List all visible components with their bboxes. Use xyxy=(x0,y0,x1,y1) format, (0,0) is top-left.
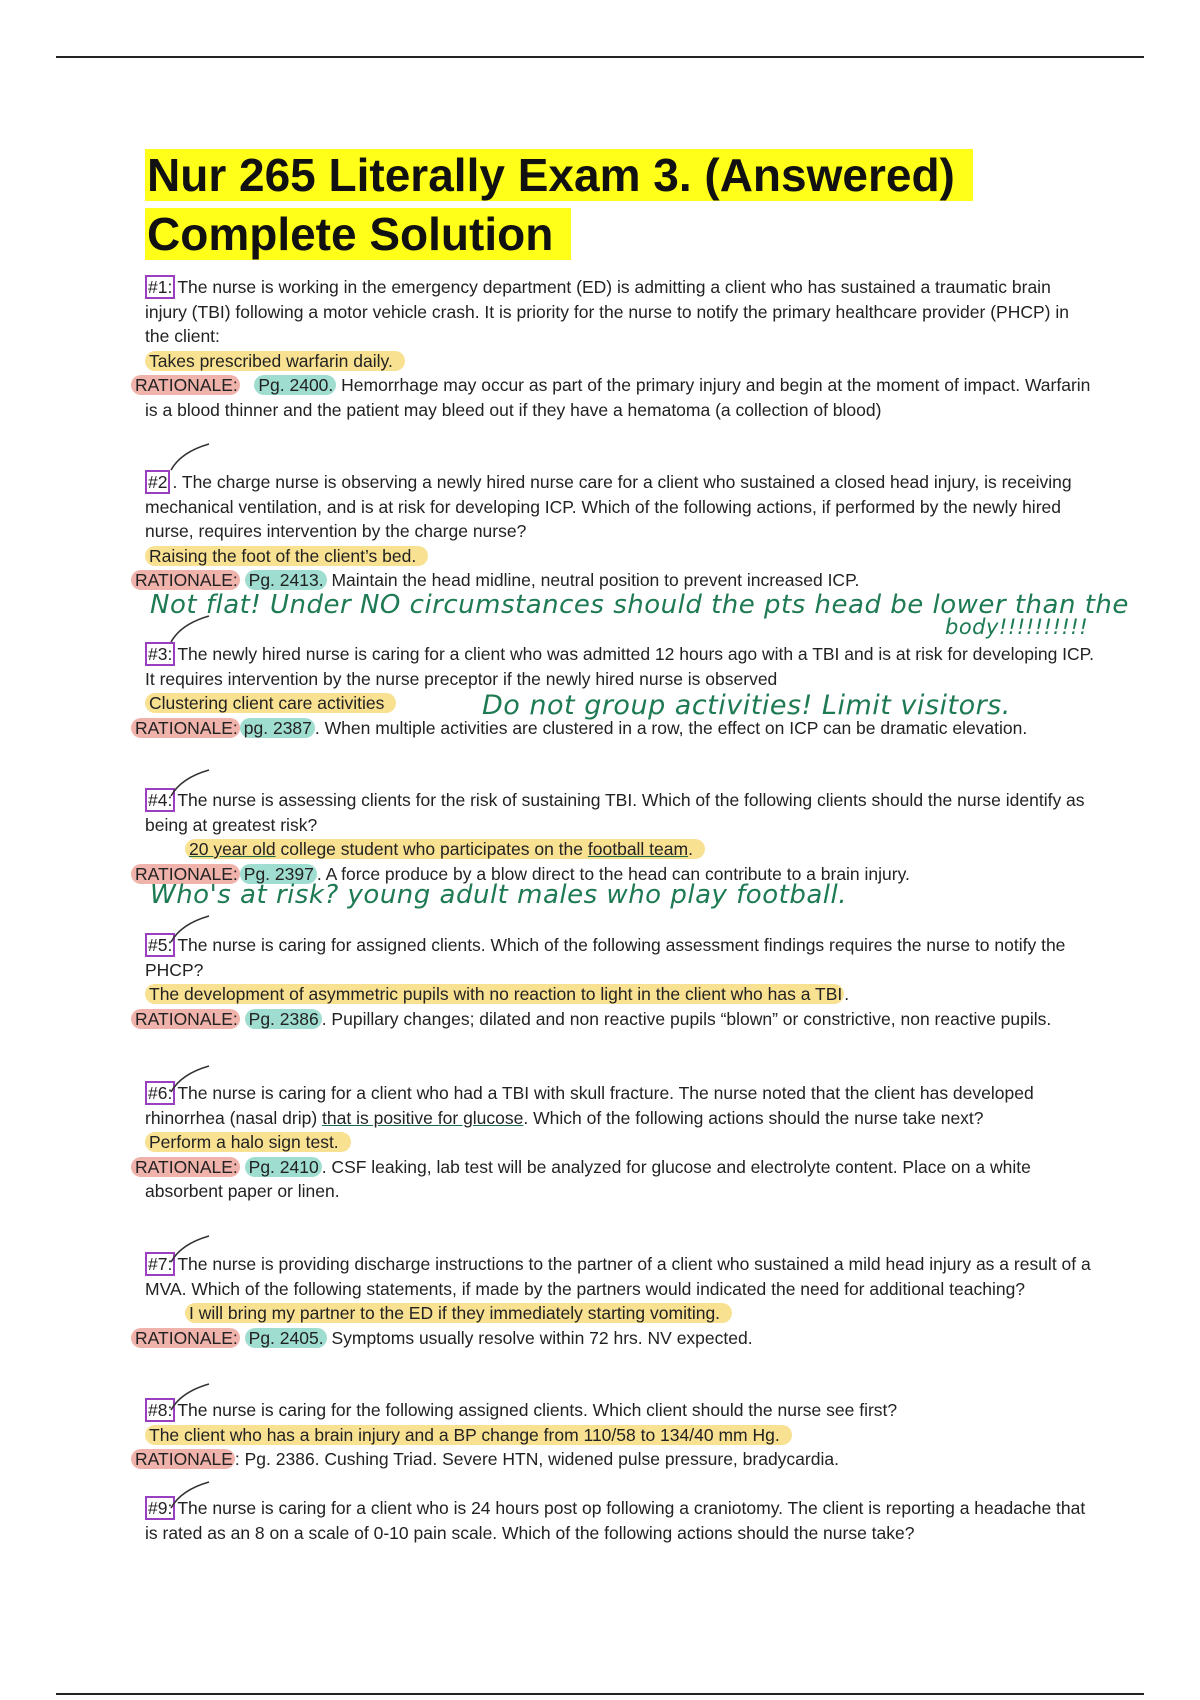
answer-underlined: 20 year old xyxy=(189,839,276,859)
answer-text: . xyxy=(688,839,693,859)
question-7 xyxy=(135,1252,1095,1350)
question-2 xyxy=(135,470,1095,593)
question-stem xyxy=(145,1496,1095,1545)
question-number: #5: xyxy=(145,933,175,957)
question-4 xyxy=(135,788,1095,886)
check-mark-icon xyxy=(167,912,213,948)
answer-highlight: Takes prescribed warfarin daily. xyxy=(145,351,405,371)
rationale-text: Maintain the head midline, neutral position to prevent increased ICP. xyxy=(331,570,860,590)
rationale-text: : Pg. 2386. Cushing Triad. Severe HTN, widened pulse pressure, bradycardia. xyxy=(234,1449,839,1469)
check-mark-icon xyxy=(167,1232,213,1268)
check-mark-icon xyxy=(167,1062,213,1098)
question-text: The nurse is caring for assigned clients. Which of the following assessment findings requires the nurse to notify the PHCP? xyxy=(145,935,1066,980)
question-9 xyxy=(145,1496,1095,1545)
question-1 xyxy=(135,275,1095,422)
page-reference: Pg. 2397 xyxy=(240,864,317,884)
question-text: The nurse is providing discharge instructions to the partner of a client who sustained a mild head injury as a result of a MVA. Which of the following statements, if made by the partners would indicated the need for additional teaching? xyxy=(145,1254,1091,1299)
rationale-label: RATIONALE xyxy=(131,1449,235,1469)
page-reference: Pg. 2400. xyxy=(254,375,336,395)
answer-end: . xyxy=(844,984,850,1004)
question-stem xyxy=(145,933,1095,982)
question-stem xyxy=(145,470,1095,544)
answer-highlight: Raising the foot of the client’s bed. xyxy=(145,546,428,566)
page-reference: pg. 2387 xyxy=(240,718,315,738)
handwritten-note: Not flat! Under NO circumstances should the pts head be lower than the xyxy=(150,590,1129,620)
question-number: #3: xyxy=(145,642,175,666)
title-line-2: Complete Solution xyxy=(145,208,571,260)
answer-text: college student who participates on the xyxy=(275,839,588,859)
page-reference: Pg. 2410 xyxy=(245,1157,322,1177)
question-text: The newly hired nurse is caring for a client who was admitted 12 hours ago with a TBI and is at risk for developing ICP. It requires intervention by the nurse preceptor if the newly hired nurse is observed xyxy=(145,644,1094,689)
question-number: #1: xyxy=(145,275,175,299)
rationale-line xyxy=(135,1155,1095,1204)
answer-highlight: Clustering client care activities xyxy=(145,693,396,713)
question-stem xyxy=(145,788,1095,837)
answer-underlined: football team xyxy=(587,839,689,859)
question-6 xyxy=(135,1081,1095,1204)
check-mark-icon xyxy=(167,440,213,476)
question-stem xyxy=(145,642,1095,691)
question-stem xyxy=(145,1081,1095,1130)
rationale-text: . Pupillary changes; dilated and non reactive pupils “blown” or constrictive, non reactive pupils. xyxy=(321,1008,1052,1029)
rationale-text: Symptoms usually resolve within 72 hrs. NV expected. xyxy=(331,1327,753,1348)
rationale-line xyxy=(135,1447,1095,1472)
bottom-rule xyxy=(56,1693,1144,1695)
answer-line xyxy=(145,544,1095,569)
answer-highlight: I will bring my partner to the ED if they immediately starting vomiting. xyxy=(185,1303,732,1323)
question-number: #7: xyxy=(145,1252,175,1276)
question-text: . Which of the following actions should the nurse take next? xyxy=(523,1107,984,1128)
question-number: #9: xyxy=(145,1496,175,1520)
check-mark-icon xyxy=(167,1380,213,1416)
rationale-label: RATIONALE: xyxy=(131,375,240,395)
question-number: #6: xyxy=(145,1081,175,1105)
answer-highlight: The client who has a brain injury and a BP change from 110/58 to 134/40 mm Hg. xyxy=(145,1425,792,1445)
question-text: . The charge nurse is observing a newly hired nurse care for a client who sustained a closed head injury, is receiving mechanical ventilation, and is at risk for developing ICP. Which of the following actions, if performed by the newly hired nurse, requires intervention by the charge nurse? xyxy=(145,472,1072,541)
rationale-label: RATIONALE: xyxy=(131,570,240,590)
rationale-line xyxy=(135,1007,1095,1032)
title-line-1: Nur 265 Literally Exam 3. (Answered) xyxy=(145,149,973,201)
answer-line xyxy=(185,1301,1095,1326)
handwritten-note-continued: body!!!!!!!!!! xyxy=(945,615,1089,639)
question-number: #2 xyxy=(145,470,170,494)
rationale-text: . CSF leaking, lab test will be analyzed for glucose and electrolyte content. Place on a white absorbent paper or linen. xyxy=(145,1156,1031,1201)
question-number: #8: xyxy=(145,1398,175,1422)
question-stem xyxy=(145,1398,1095,1423)
rationale-label: RATIONALE: xyxy=(131,1328,240,1348)
handwritten-note: Who's at risk? young adult males who play football. xyxy=(150,880,847,910)
top-rule xyxy=(56,56,1144,58)
answer-highlight xyxy=(185,839,705,859)
question-5 xyxy=(135,933,1095,1031)
rationale-line xyxy=(135,373,1095,422)
rationale-label: RATIONALE: xyxy=(131,864,240,884)
check-mark-icon xyxy=(167,766,213,802)
question-text-underlined: that is positive for glucose xyxy=(322,1107,524,1128)
question-text: The nurse is caring for a client who had a TBI with skull fracture. The nurse noted that the client has developed rhinorrhea (nasal drip) xyxy=(145,1083,1034,1128)
rationale-label: RATIONALE: xyxy=(131,1157,240,1177)
question-text: The nurse is assessing clients for the risk of sustaining TBI. Which of the following clients should the nurse identify as being at greatest risk? xyxy=(145,790,1085,835)
handwritten-note: Do not group activities! Limit visitors. xyxy=(482,690,1011,721)
question-stem xyxy=(145,1252,1095,1301)
rationale-text: . When multiple activities are clustered in a row, the effect on ICP can be dramatic elevation. xyxy=(314,717,1028,738)
rationale-label: RATIONALE: xyxy=(131,718,240,738)
answer-line xyxy=(145,982,1095,1007)
page-reference: Pg. 2386 xyxy=(245,1009,322,1029)
rationale-text: . A force produce by a blow direct to the head can contribute to a brain injury. xyxy=(316,863,910,884)
answer-line xyxy=(145,1423,1095,1448)
question-number: #4: xyxy=(145,788,175,812)
page-reference: Pg. 2413. xyxy=(245,570,327,590)
check-mark-icon xyxy=(167,1478,213,1514)
rationale-line xyxy=(135,568,1095,593)
question-stem xyxy=(145,275,1095,349)
answer-highlight: Perform a halo sign test. xyxy=(145,1132,351,1152)
answer-line xyxy=(145,349,1095,374)
question-8 xyxy=(135,1398,1095,1472)
answer-line xyxy=(185,837,1095,862)
rationale-text: Hemorrhage may occur as part of the primary injury and begin at the moment of impact. Warfarin is a blood thinner and the patient may bleed out if they have a hematoma (a collection of blood) xyxy=(145,375,1091,420)
check-mark-icon xyxy=(167,612,213,648)
question-text: The nurse is caring for the following assigned clients. Which client should the nurse see first? xyxy=(177,1400,898,1420)
rationale-line xyxy=(135,1326,1095,1351)
answer-line xyxy=(145,1130,1095,1155)
answer-highlight: The development of asymmetric pupils with no reaction to light in the client who has a TBI xyxy=(145,984,844,1004)
question-text: The nurse is caring for a client who is 24 hours post op following a craniotomy. The client is reporting a headache that is rated as an 8 on a scale of 0-10 pain scale. Which of the following actions should the nurse take? xyxy=(145,1498,1086,1543)
document-title xyxy=(145,146,973,264)
rationale-label: RATIONALE: xyxy=(131,1009,240,1029)
question-text: The nurse is working in the emergency department (ED) is admitting a client who has sustained a traumatic brain injury (TBI) following a motor vehicle crash. It is priority for the nurse to notify the primary healthcare provider (PHCP) in the client: xyxy=(145,277,1069,346)
page-reference: Pg. 2405. xyxy=(245,1328,327,1348)
